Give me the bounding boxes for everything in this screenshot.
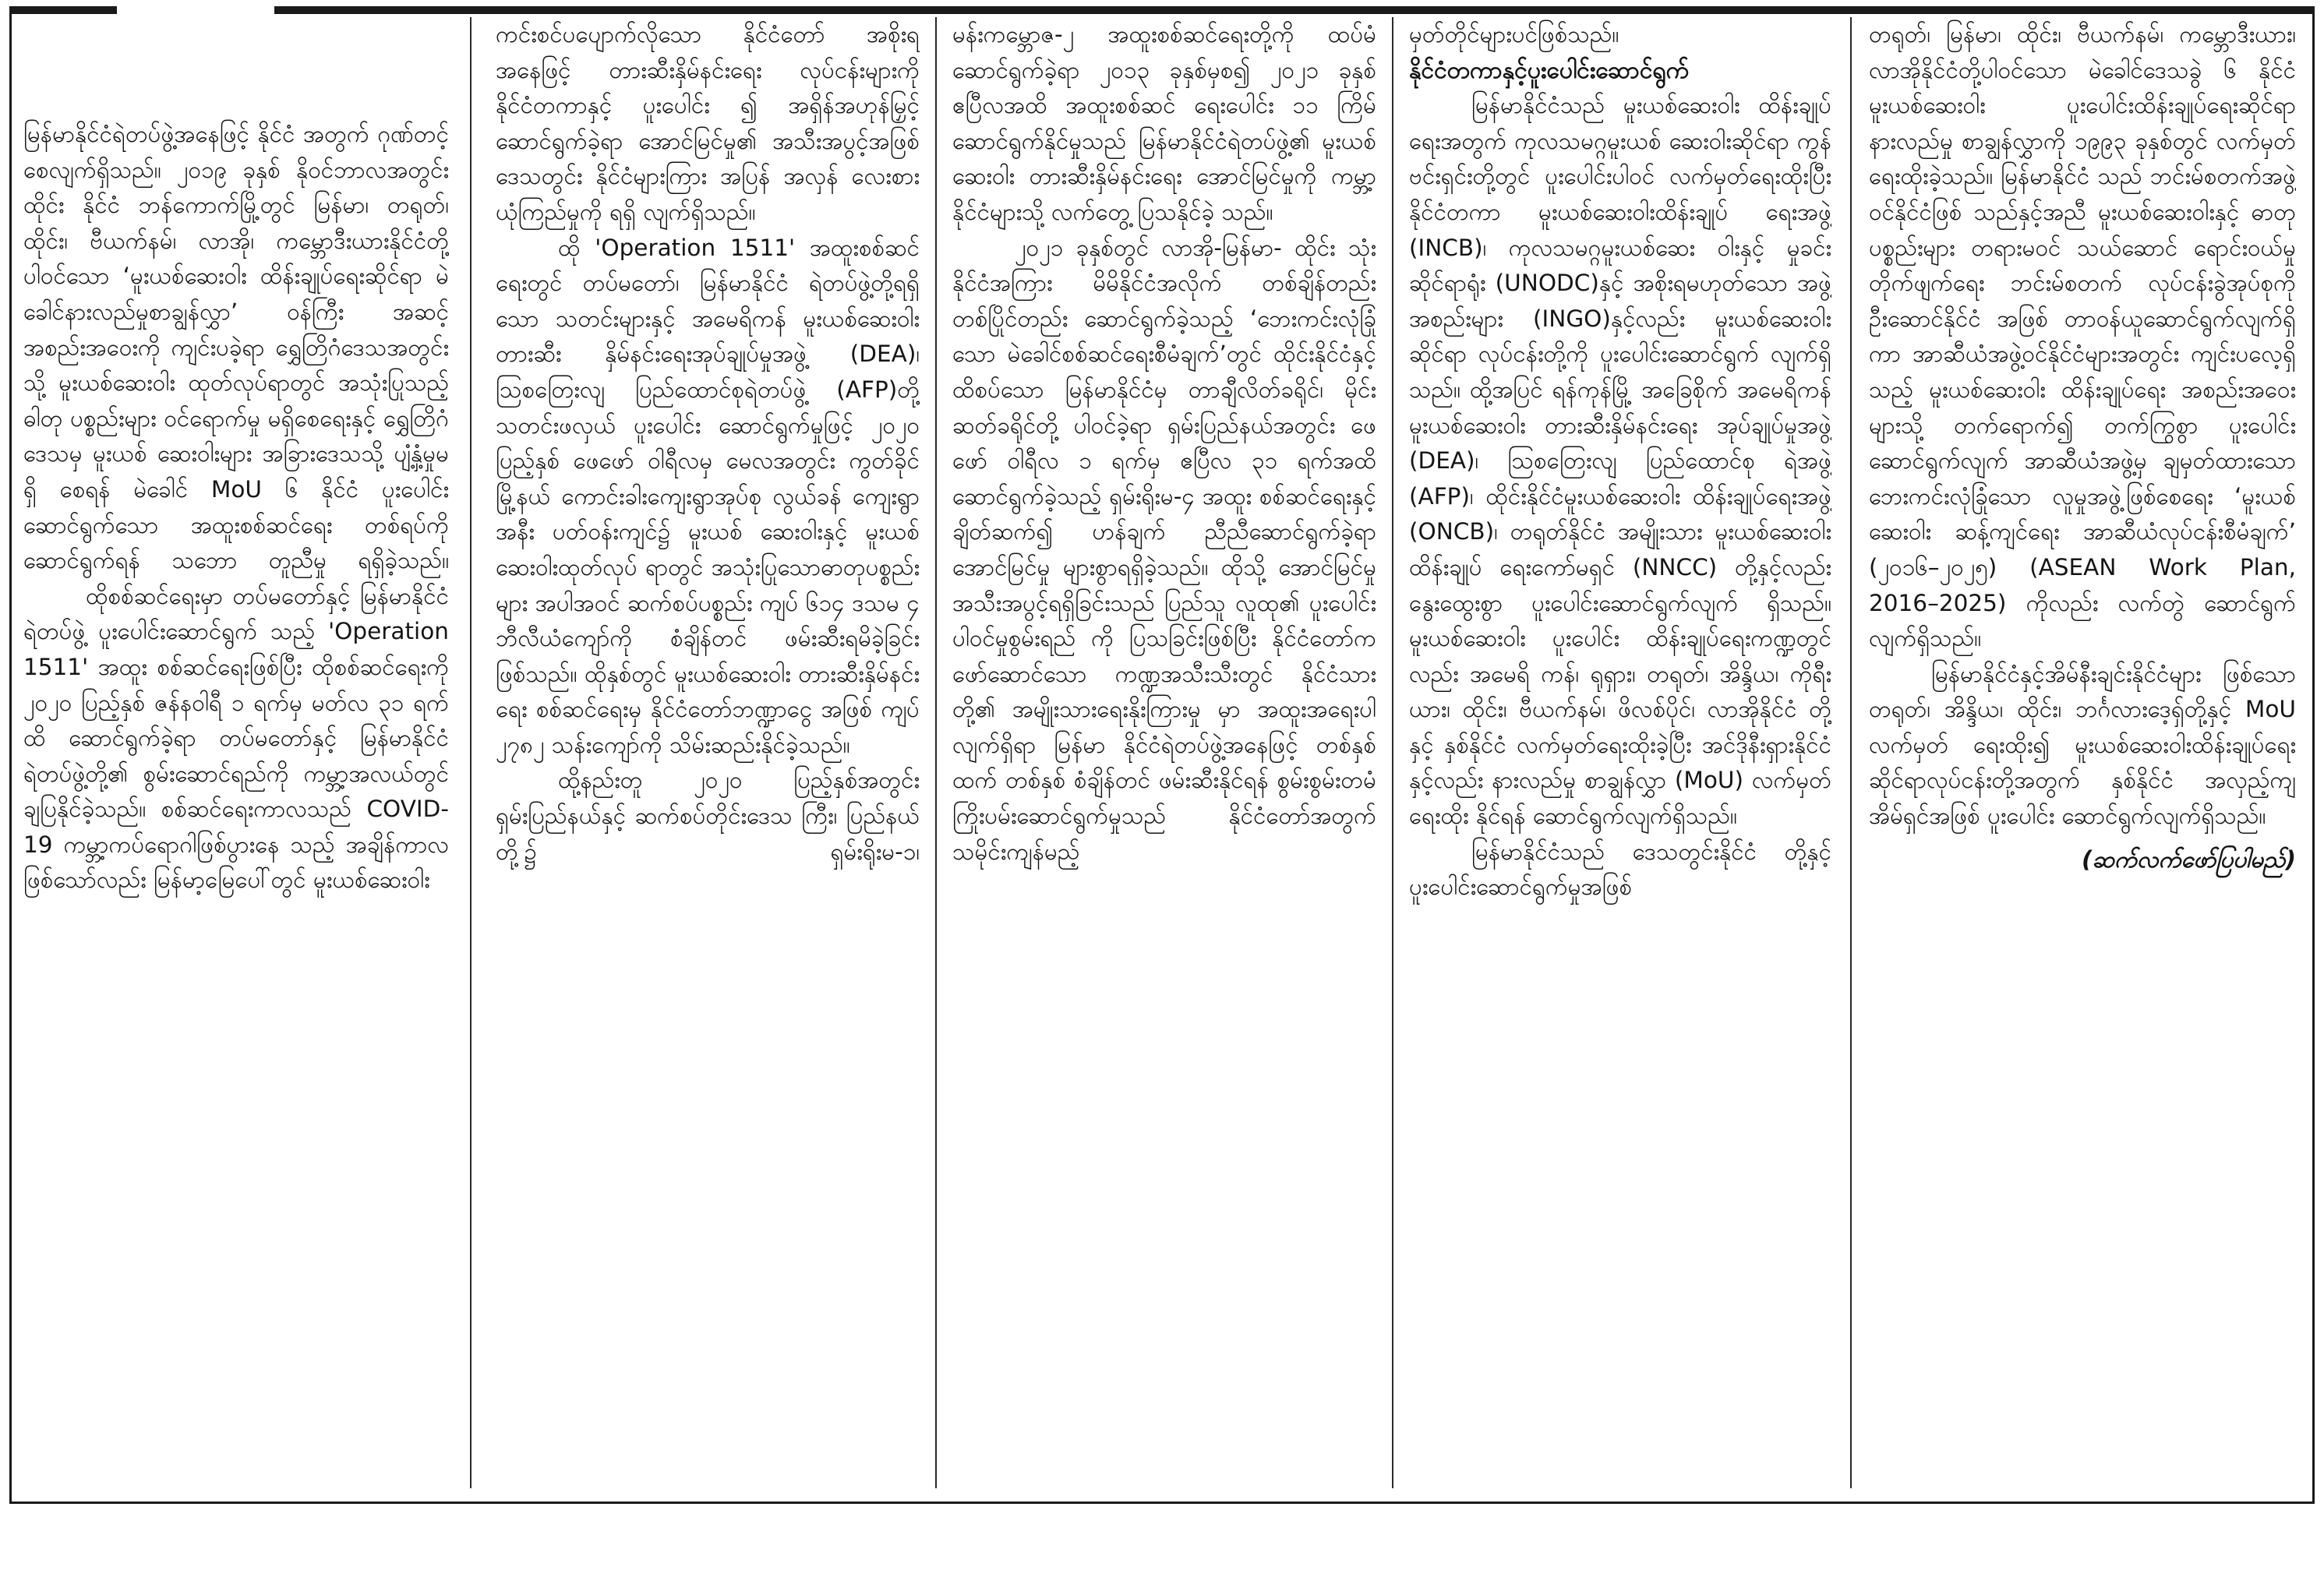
article-column-2 [496, 17, 920, 1488]
article-column-3 [952, 17, 1376, 1488]
article-paragraph: ထို 'Operation 1511' အထူးစစ်ဆင် ရေးတွင် တပ်မတော်၊ မြန်မာနိုင်ငံ ရဲတပ်ဖွဲ့တို့ရရှိသော သတင်းများနှင့် အမေရိကန် မူးယစ်ဆေးဝါးတားဆီး နှိမ်နင်းရေးအုပ်ချုပ်မှုအဖွဲ့ (DEA)၊ ဩစတြေးလျ ပြည်ထောင်စုရဲတပ်ဖွဲ့ (AFP)တို့ သတင်းဖလှယ် ပူးပေါင်း ဆောင်ရွက်မှုဖြင့် ၂၀၂၀ ပြည့်နှစ် ဖေဖော် ဝါရီလမှ မေလအတွင်း ကွတ်ခိုင်မြို့နယ် ကောင်းခါးကျေးရွာအုပ်စု လွယ်ခန် ကျေးရွာအနီး ပတ်ဝန်းကျင်၌ မူးယစ် ဆေးဝါးနှင့် မူးယစ်ဆေးဝါးထုတ်လုပ် ရာတွင် အသုံးပြုသောဓာတုပစ္စည်းများ အပါအဝင် ဆက်စပ်ပစ္စည်း ကျပ် ၆၁၄ ဒသမ ၄ ဘီလီယံကျော်ကို စံချိန်တင် ဖမ်းဆီးရမိခဲ့ခြင်းဖြစ်သည်။ ထိုနှစ်တွင် မူးယစ်ဆေးဝါး တားဆီးနှိမ်နင်းရေး စစ်ဆင်ရေးမှ နိုင်ငံတော်ဘဏ္ဍာငွေ အဖြစ် ကျပ် ၂၇၈၂ သန်းကျော်ကို သိမ်းဆည်းနိုင်ခဲ့သည်။ [496, 234, 920, 758]
column-divider [1850, 17, 1852, 1488]
article-paragraph: တရုတ်၊ မြန်မာ၊ ထိုင်း၊ ဗီယက်နမ်၊ ကမ္ဘောဒီးယား၊ လာအိုနိုင်ငံတို့ပါဝင်သော မဲခေါင်ဒေသခွဲ ၆ နိုင်ငံ မူးယစ်ဆေးဝါး ပူးပေါင်းထိန်းချုပ်ရေးဆိုင်ရာ နားလည်မှု စာချွန်လွှာကို ၁၉၉၃ ခုနှစ်တွင် လက်မှတ်ရေးထိုးခဲ့သည်။ မြန်မာနိုင်ငံ သည် ဘင်းမ်စတက်အဖွဲ့ဝင်နိုင်ငံဖြစ် သည်နှင့်အညီ မူးယစ်ဆေးဝါးနှင့် ဓာတု ပစ္စည်းများ တရားမဝင် သယ်ဆောင် ရောင်းဝယ်မှုတိုက်ဖျက်ရေး ဘင်းမ်စတက် လုပ်ငန်းခွဲအုပ်စုကို ဦးဆောင်နိုင်ငံ အဖြစ် တာဝန်ယူဆောင်ရွက်လျက်ရှိ ကာ အာဆီယံအဖွဲ့ဝင်နိုင်ငံများအတွင်း ကျင်းပလေ့ရှိသည့် မူးယစ်ဆေးဝါး ထိန်းချုပ်ရေး အစည်းအဝေးများသို့ တက်ရောက်၍ တက်ကြွစွာ ပူးပေါင်း ဆောင်ရွက်လျက် အာဆီယံအဖွဲ့မှ ချမှတ်ထားသော ဘေးကင်းလုံခြုံသော လူမှုအဖွဲ့ဖြစ်စေရေး ‘မူးယစ်ဆေးဝါး ဆန့်ကျင်ရေး အာဆီယံလုပ်ငန်းစီမံချက်’ (၂၀၁၆–၂၀၂၅) (ASEAN Work Plan, 2016–2025) ကိုလည်း လက်တွဲ ဆောင်ရွက်လျက်ရှိသည်။ [1869, 21, 2296, 652]
article-paragraph: ထိုစစ်ဆင်ရေးမှာ တပ်မတော်နှင့် မြန်မာနိုင်ငံရဲတပ်ဖွဲ့ ပူးပေါင်းဆောင်ရွက် သည့် 'Operation 1511' အထူး စစ်ဆင်ရေးဖြစ်ပြီး ထိုစစ်ဆင်ရေးကို ၂၀၂၀ ပြည့်နှစ် ဇန်နဝါရီ ၁ ရက်မှ မတ်လ ၃၁ ရက်ထိ ဆောင်ရွက်ခဲ့ရာ တပ်မတော်နှင့် မြန်မာနိုင်ငံရဲတပ်ဖွဲ့တို့၏ စွမ်းဆောင်ရည်ကို ကမ္ဘာ့အလယ်တွင် ချပြနိုင်ခဲ့သည်။ စစ်ဆင်ရေးကာလသည် COVID-19 ကမ္ဘာ့ကပ်ရောဂါဖြစ်ပွားနေ သည့် အချိန်ကာလဖြစ်သော်လည်း မြန်မာ့မြေပေါ်တွင် မူးယစ်ဆေးဝါး [23, 582, 449, 894]
article-paragraph: ထို့နည်းတူ ၂၀၂၀ ပြည့်နှစ်အတွင်း ရှမ်းပြည်နယ်နှင့် ဆက်စပ်တိုင်းဒေသ ကြီး၊ ပြည်နယ်တို့၌ ရှမ်းရိုးမ-၁၊ [496, 767, 920, 865]
article-paragraph: ကင်းစင်ပပျောက်လိုသော နိုင်ငံတော် အစိုးရအနေဖြင့် တားဆီးနှိမ်နင်းရေး လုပ်ငန်းများကို နိုင်ငံတကာနှင့် ပူးပေါင်း ၍ အရှိန်အဟုန်မြှင့် ဆောင်ရွက်ခဲ့ရာ အောင်မြင်မှု၏ အသီးအပွင့်အဖြစ် ဒေသတွင်း နိုင်ငံများကြား အပြန် အလှန် လေးစားယုံကြည်မှုကို ရရှိ လျက်ရှိသည်။ [496, 21, 920, 225]
top-border-gap [117, 0, 274, 14]
section-heading: နိုင်ငံတကာနှင့်ပူးပေါင်းဆောင်ရွက် [1409, 56, 1690, 84]
column-divider [470, 17, 472, 1488]
column-divider [935, 17, 937, 1488]
article-paragraph: မြန်မာနိုင်ငံသည် မူးယစ်ဆေးဝါး ထိန်းချုပ်ရေးအတွက် ကုလသမဂ္ဂမူးယစ် ဆေးဝါးဆိုင်ရာ ကွန်ဗင်းရှင်းတို့တွင် ပူးပေါင်းပါဝင် လက်မှတ်ရေးထိုးပြီး နိုင်ငံတကာ မူးယစ်ဆေးဝါးထိန်းချုပ် ရေးအဖွဲ့ (INCB)၊ ကုလသမဂ္ဂမူးယစ်ဆေး ဝါးနှင့် မှုခင်းဆိုင်ရာရုံး (UNODC)နှင့် အစိုးရမဟုတ်သော အဖွဲ့အစည်းများ (INGO)နှင့်လည်း မူးယစ်ဆေးဝါးဆိုင်ရာ လုပ်ငန်းတို့ကို ပူးပေါင်းဆောင်ရွက် လျက်ရှိသည်။ ထို့အပြင် ရန်ကုန်မြို့ အခြေစိုက် အမေရိကန်မူးယစ်ဆေးဝါး တားဆီးနှိမ်နင်းရေး အုပ်ချုပ်မှုအဖွဲ့ (DEA)၊ ဩစတြေးလျ ပြည်ထောင်စု ရဲအဖွဲ့ (AFP)၊ ထိုင်းနိုင်ငံမူးယစ်ဆေးဝါး ထိန်းချုပ်ရေးအဖွဲ့ (ONCB)၊ တရုတ်နိုင်ငံ အမျိုးသား မူးယစ်ဆေးဝါးထိန်းချုပ် ရေးကော်မရှင် (NNCC) တို့နှင့်လည်း နွေးထွေးစွာ ပူးပေါင်းဆောင်ရွက်လျက် ရှိသည်။ မူးယစ်ဆေးဝါး ပူးပေါင်း ထိန်းချုပ်ရေးကဏ္ဍတွင်လည်း အမေရိ ကန်၊ ရုရှား၊ တရုတ်၊ အိန္ဒိယ၊ ကိုရီးယား၊ ထိုင်း၊ ဗီယက်နမ်၊ ဖိလစ်ပိုင်၊ လာအိုနိုင်ငံ တို့နှင့် နှစ်နိုင်ငံ လက်မှတ်ရေးထိုးခဲ့ပြီး အင်ဒိုနီးရှားနိုင်ငံနှင့်လည်း နားလည်မှု စာချွန်လွှာ (MoU) လက်မှတ်ရေးထိုး နိုင်ရန် ဆောင်ရွက်လျက်ရှိသည်။ [1409, 92, 1831, 830]
article-column-4 [1409, 17, 1831, 1488]
article-column-1 [23, 117, 449, 1588]
continued-note: (ဆက်လက်ဖော်ပြပါမည်) [2082, 845, 2296, 873]
article-paragraph: ၂၀၂၁ ခုနှစ်တွင် လာအို-မြန်မာ- ထိုင်း သုံးနိုင်ငံအကြား မိမိနိုင်ငံအလိုက် တစ်ချိန်တည်း တစ်ပြိုင်တည်း ဆောင်ရွက်ခဲ့သည့် ‘ဘေးကင်းလုံခြုံ သော မဲခေါင်စစ်ဆင်ရေးစီမံချက်’တွင် ထိုင်းနိုင်ငံနှင့် ထိစပ်သော မြန်မာနိုင်ငံမှ တာချီလိတ်ခရိုင်၊ မိုင်းဆတ်ခရိုင်တို့ ပါဝင်ခဲ့ရာ ရှမ်းပြည်နယ်အတွင်း ဖေဖော် ဝါရီလ ၁ ရက်မှ ဧပြီလ ၃၁ ရက်အထိ ဆောင်ရွက်ခဲ့သည့် ရှမ်းရိုးမ-၄ အထူး စစ်ဆင်ရေးနှင့်ချိတ်ဆက်၍ ဟန်ချက် ညီညီဆောင်ရွက်ခဲ့ရာ အောင်မြင်မှု များစွာရရှိခဲ့သည်။ ထိုသို့ အောင်မြင်မှု အသီးအပွင့်ရရှိခြင်းသည် ပြည်သူ လူထု၏ ပူးပေါင်းပါဝင်မှုစွမ်းရည် ကို ပြသခြင်းဖြစ်ပြီး နိုင်ငံတော်က ဖော်ဆောင်သော ကဏ္ဍအသီးသီးတွင် နိုင်ငံသားတို့၏ အမျိုးသားရေးနိုးကြားမှု မှာ အထူးအရေးပါလျက်ရှိရာ မြန်မာ နိုင်ငံရဲတပ်ဖွဲ့အနေဖြင့် တစ်နှစ်ထက် တစ်နှစ် စံချိန်တင် ဖမ်းဆီးနိုင်ရန် စွမ်းစွမ်းတမံ ကြိုးပမ်းဆောင်ရွက်မှုသည် နိုင်ငံတော်အတွက် သမိုင်းကျန်မည့် [952, 234, 1376, 865]
article-paragraph: မြန်မာနိုင်ငံရဲတပ်ဖွဲ့အနေဖြင့် နိုင်ငံ အတွက် ဂုဏ်တင့်စေလျက်ရှိသည်။ ၂၀၁၉ ခုနှစ် နိုဝင်ဘာလအတွင်း ထိုင်း နိုင်ငံ ဘန်ကောက်မြို့တွင် မြန်မာ၊ တရုတ်၊ ထိုင်း၊ ဗီယက်နမ်၊ လာအို၊ ကမ္ဘောဒီးယားနိုင်ငံတို့ ပါဝင်သော ‘မူးယစ်ဆေးဝါး ထိန်းချုပ်ရေးဆိုင်ရာ မဲခေါင်နားလည်မှုစာချွန်လွှာ’ ဝန်ကြီး အဆင့်အစည်းအဝေးကို ကျင်းပခဲ့ရာ ရွှေတြိဂံဒေသအတွင်းသို့ မူးယစ်ဆေးဝါး ထုတ်လုပ်ရာတွင် အသုံးပြုသည့် ဓါတု ပစ္စည်းများ ဝင်ရောက်မှု မရှိစေရေးနှင့် ရွှေတြိဂံဒေသမှ မူးယစ် ဆေးဝါးများ အခြားဒေသသို့ ပျံ့နှံ့မှုမရှိ စေရန် မဲခေါင် MoU ၆ နိုင်ငံ ပူးပေါင်း ဆောင်ရွက်သော အထူးစစ်ဆင်ရေး တစ်ရပ်ကိုဆောင်ရွက်ရန် သဘော တူညီမှု ရရှိခဲ့သည်။ [23, 121, 449, 574]
article-paragraph: မန်းကမ္ဘောဇ-၂ အထူးစစ်ဆင်ရေးတို့ကို ထပ်မံဆောင်ရွက်ခဲ့ရာ ၂၀၁၃ ခုနှစ်မှစ၍ ၂၀၂၁ ခုနှစ် ဧပြီလအထိ အထူးစစ်ဆင် ရေးပေါင်း ၁၁ ကြိမ်ဆောင်ရွက်နိုင်မှုသည် မြန်မာနိုင်ငံရဲတပ်ဖွဲ့၏ မူးယစ်ဆေးဝါး တားဆီးနှိမ်နင်းရေး အောင်မြင်မှုကို ကမ္ဘာ့နိုင်ငံများသို့ လက်တွေ့ ပြသနိုင်ခဲ့ သည်။ [952, 21, 1376, 225]
article-column-5 [1869, 17, 2296, 1488]
article-paragraph: မြန်မာနိုင်ငံနှင့်အိမ်နီးချင်းနိုင်ငံများ ဖြစ်သော တရုတ်၊ အိန္ဒိယ၊ ထိုင်း၊ ဘင်္ဂလားဒေ့ရှ်တို့နှင့် MoU လက်မှတ် ရေးထိုး၍ မူးယစ်ဆေးဝါးထိန်းချုပ်ရေး ဆိုင်ရာလုပ်ငန်းတို့အတွက် နှစ်နိုင်ငံ အလှည့်ကျအိမ်ရှင်အဖြစ် ပူးပေါင်း ဆောင်ရွက်လျက်ရှိသည်။ [1869, 660, 2296, 830]
article-paragraph: မြန်မာနိုင်ငံသည် ဒေသတွင်းနိုင်ငံ တို့နှင့် ပူးပေါင်းဆောင်ရွက်မှုအဖြစ် [1409, 838, 1831, 901]
column-divider [1392, 17, 1393, 1488]
article-paragraph: မှတ်တိုင်များပင်ဖြစ်သည်။ [1409, 21, 1619, 48]
